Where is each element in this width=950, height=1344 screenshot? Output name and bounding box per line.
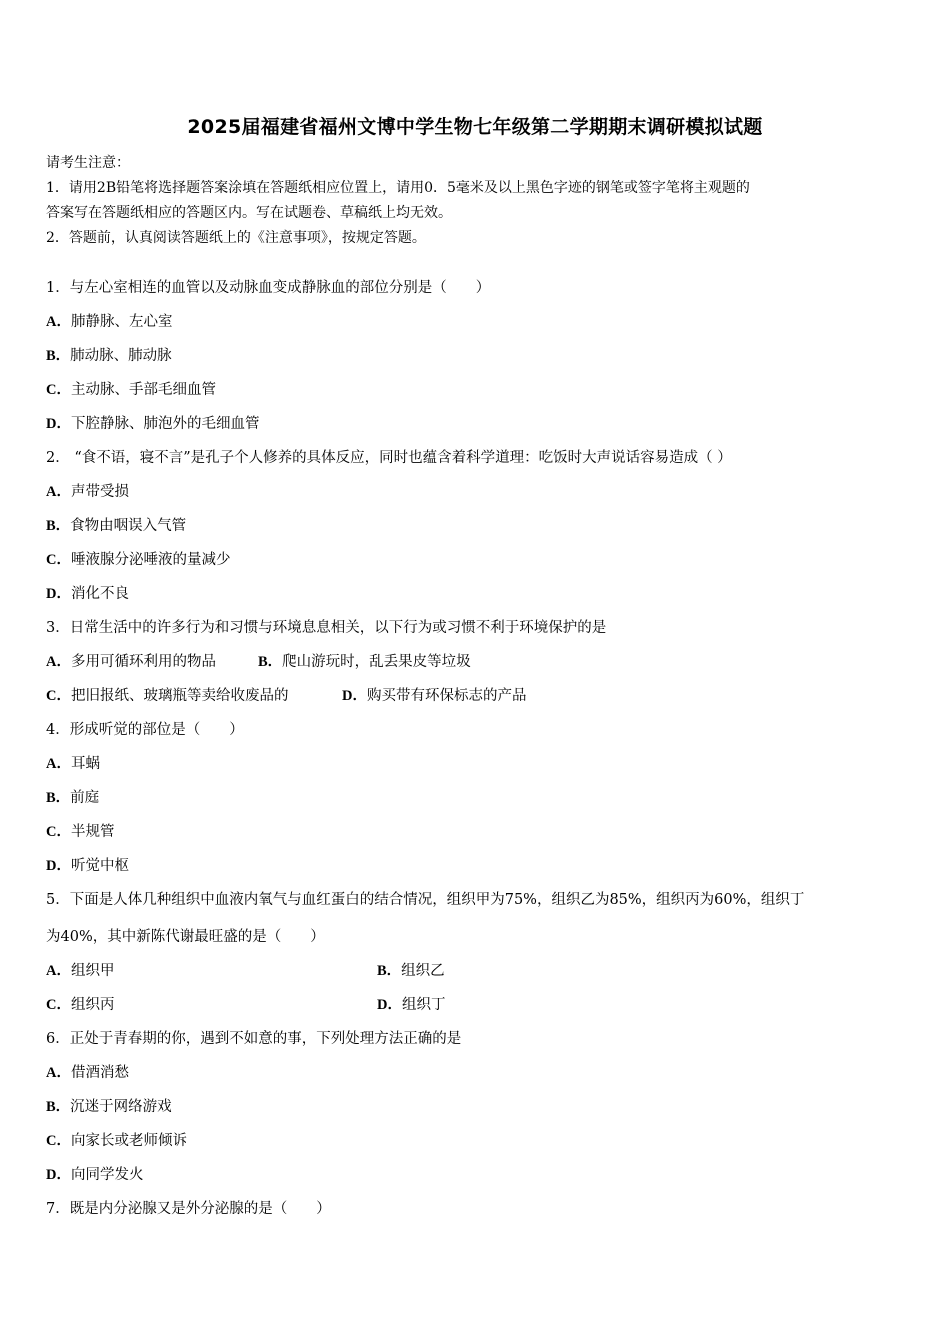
- question-5-option-d: D．组织丁: [377, 997, 446, 1013]
- question-4-stem: 4．形成听觉的部位是（ ）: [46, 722, 244, 738]
- question-5-stem: 5．下面是人体几种组织中血液内氧气与血红蛋白的结合情况，组织甲为75%，组织乙为85%，组织丙为60%，组织丁: [46, 892, 805, 908]
- question-2-option-a: A．声带受损: [46, 484, 129, 500]
- question-3-option-b: B．爬山游玩时，乱丢果皮等垃圾: [258, 654, 471, 670]
- question-4-option-c: C．半规管: [46, 824, 115, 840]
- question-6-option-a: A．借酒消愁: [46, 1065, 129, 1081]
- question-7-stem: 7．既是内分泌腺又是外分泌腺的是（ ）: [46, 1201, 331, 1217]
- question-4-option-a: A．耳蜗: [46, 756, 100, 772]
- question-3-option-c: C．把旧报纸、玻璃瓶等卖给收废品的: [46, 688, 289, 704]
- notice-line-1b: 答案写在答题纸相应的答题区内。写在试题卷、草稿纸上均无效。: [46, 205, 452, 221]
- question-3-option-d: D．购买带有环保标志的产品: [342, 688, 527, 704]
- notice-line-2: 2．答题前，认真阅读答题纸上的《注意事项》，按规定答题。: [46, 230, 426, 246]
- question-6-option-b: B．沉迷于网络游戏: [46, 1099, 172, 1115]
- question-1-option-b: B．肺动脉、肺动脉: [46, 348, 172, 364]
- question-6-option-c: C．向家长或老师倾诉: [46, 1133, 187, 1149]
- question-4-option-d: D．听觉中枢: [46, 858, 129, 874]
- question-2-option-d: D．消化不良: [46, 586, 129, 602]
- question-1-stem: 1．与左心室相连的血管以及动脉血变成静脉血的部位分别是（ ）: [46, 280, 491, 296]
- notice-line-1a: 1．请用2B铅笔将选择题答案涂填在答题纸相应位置上，请用0．5毫米及以上黑色字迹的钢笔或签字笔将主观题的: [46, 180, 750, 196]
- question-6-option-d: D．向同学发火: [46, 1167, 144, 1183]
- question-5-stem-continued: 为40%，其中新陈代谢最旺盛的是（ ）: [46, 929, 325, 945]
- question-6-stem: 6．正处于青春期的你，遇到不如意的事，下列处理方法正确的是: [46, 1031, 462, 1047]
- question-1-option-a: A．肺静脉、左心室: [46, 314, 173, 330]
- question-2-stem: 2． “食不语，寝不言”是孔子个人修养的具体反应，同时也蕴含着科学道理：吃饭时大声说话容易造成（ ）: [46, 450, 732, 466]
- question-2-option-b: B．食物由咽误入气管: [46, 518, 187, 534]
- question-3-stem: 3．日常生活中的许多行为和习惯与环境息息相关，以下行为或习惯不利于环境保护的是: [46, 620, 607, 636]
- question-1-option-d: D．下腔静脉、肺泡外的毛细血管: [46, 416, 260, 432]
- page-title: 2025届福建省福州文博中学生物七年级第二学期期末调研模拟试题: [187, 116, 763, 138]
- question-5-option-c: C．组织丙: [46, 997, 115, 1013]
- question-5-option-b: B．组织乙: [377, 963, 445, 979]
- question-1-option-c: C．主动脉、手部毛细血管: [46, 382, 216, 398]
- notice-heading: 请考生注意：: [46, 155, 130, 171]
- question-4-option-b: B．前庭: [46, 790, 100, 806]
- question-3-option-a: A．多用可循环利用的物品: [46, 654, 216, 670]
- question-5-option-a: A．组织甲: [46, 963, 115, 979]
- question-2-option-c: C．唾液腺分泌唾液的量减少: [46, 552, 231, 568]
